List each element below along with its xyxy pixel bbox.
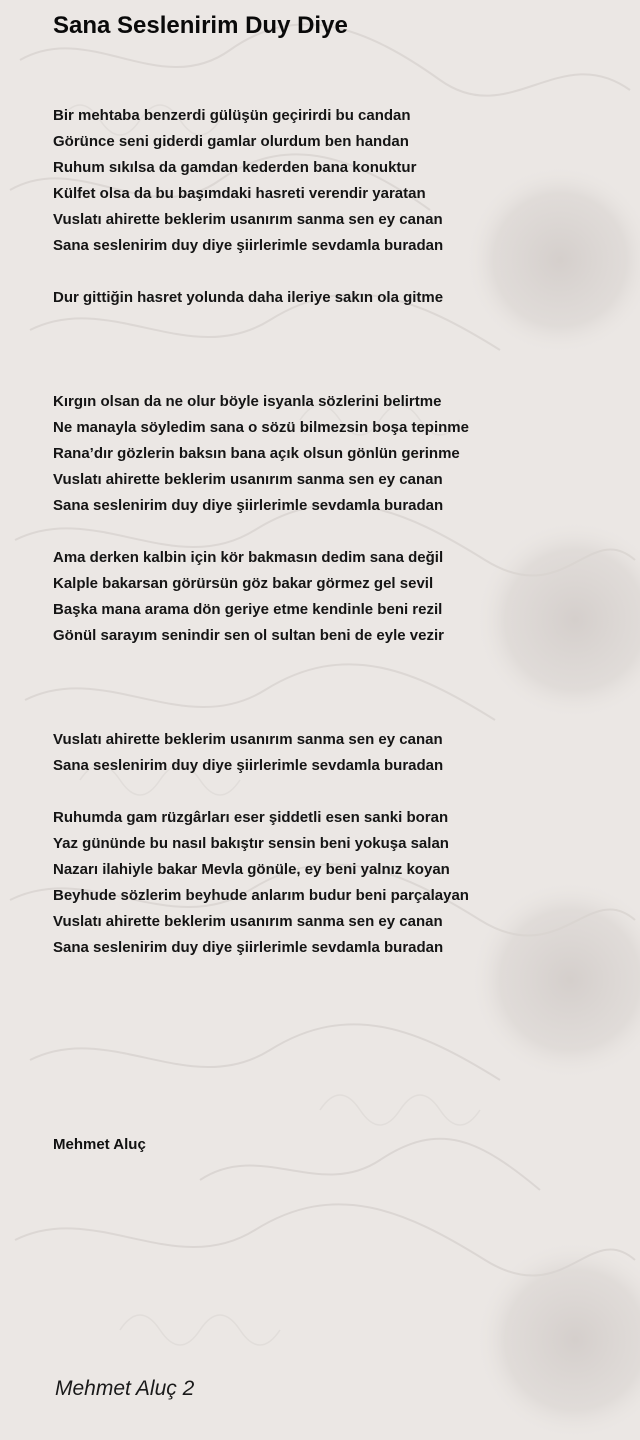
poem-line: Vuslatı ahirette beklerim usanırım sanma sen ey canan xyxy=(53,913,443,930)
stanza-spacer xyxy=(53,311,613,389)
poem-line: Başka mana arama dön geriye etme kendinle beni rezil xyxy=(53,601,443,618)
poem-title: Sana Seslenirim Duy Diye xyxy=(53,12,348,39)
stanza-6 xyxy=(53,805,613,961)
poem-line: Yaz gününde bu nasıl bakıştır sensin beni yokuşa salan xyxy=(53,835,449,852)
stanza-spacer xyxy=(53,649,613,727)
poem-line: Sana seslenirim duy diye şiirlerimle sevdamla buradan xyxy=(53,939,444,956)
poem-line: Kalple bakarsan görürsün göz bakar görmez gel sevil xyxy=(53,575,434,592)
stanza-5 xyxy=(53,727,613,779)
stanza-1 xyxy=(53,103,613,259)
author-name: Mehmet Aluç xyxy=(53,1136,146,1153)
poem-line: Nazarı ilahiyle bakar Mevla gönüle, ey beni yalnız koyan xyxy=(53,861,450,878)
poem-line: Beyhude sözlerim beyhude anlarım budur beni parçalayan xyxy=(53,887,469,904)
poem-line: Rana’dır gözlerin baksın bana açık olsun gönlün gerinme xyxy=(53,445,460,462)
stanza-3 xyxy=(53,389,613,519)
poem-line: Sana seslenirim duy diye şiirlerimle sevdamla buradan xyxy=(53,497,444,514)
stanza-2 xyxy=(53,285,613,311)
poem-line: Ne manayla söyledim sana o sözü bilmezsin boşa tepinme xyxy=(53,419,469,436)
poem-line: Sana seslenirim duy diye şiirlerimle sevdamla buradan xyxy=(53,237,444,254)
poem-line: Ruhum sıkılsa da gamdan kederden bana konuktur xyxy=(53,159,417,176)
stanza-4 xyxy=(53,545,613,649)
poem-body xyxy=(53,103,613,961)
poem-line: Külfet olsa da bu başımdaki hasreti verendir yaratan xyxy=(53,185,426,202)
poem-line: Vuslatı ahirette beklerim usanırım sanma sen ey canan xyxy=(53,731,443,748)
poem-line: Vuslatı ahirette beklerim usanırım sanma sen ey canan xyxy=(53,211,443,228)
poem-line: Ruhumda gam rüzgârları eser şiddetli esen sanki boran xyxy=(53,809,449,826)
signature-text: Mehmet Aluç 2 xyxy=(55,1377,195,1400)
poem-line: Bir mehtaba benzerdi gülüşün geçirirdi bu candan xyxy=(53,107,411,124)
stanza-spacer xyxy=(53,259,613,285)
poem-line: Vuslatı ahirette beklerim usanırım sanma sen ey canan xyxy=(53,471,443,488)
poem-line: Dur gittiğin hasret yolunda daha ileriye sakın ola gitme xyxy=(53,289,444,306)
poem-line: Kırgın olsan da ne olur böyle isyanla sözlerini belirtme xyxy=(53,393,442,410)
poem-line: Ama derken kalbin için kör bakmasın dedim sana değil xyxy=(53,549,444,566)
poem-line: Gönül sarayım senindir sen ol sultan beni de eyle vezir xyxy=(53,627,444,644)
stanza-spacer xyxy=(53,779,613,805)
poem-line: Görünce seni giderdi gamlar olurdum ben handan xyxy=(53,133,409,150)
stanza-spacer xyxy=(53,519,613,545)
poem-line: Sana seslenirim duy diye şiirlerimle sevdamla buradan xyxy=(53,757,444,774)
